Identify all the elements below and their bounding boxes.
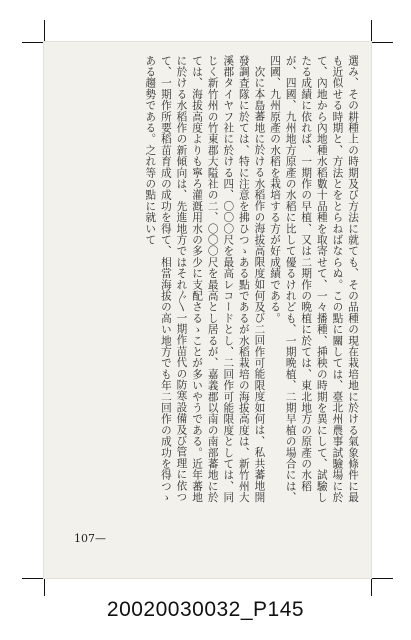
paragraph-1: 選み、その耕種上の時期及び方法に就ても、その品種の現在栽培地に於ける氣象條件に最も近似せる時期と、方法とをとらねばならぬ。この點に關しては、臺北州農事試驗場に於て、內地から內地種水稻數十品種を取寄せて、一々播種、挿秧の時期を異にして、試驗したる成績に依れば、一期作の早植、又は二期作の晩植に於ては、東北地方の原產の水稻が、四國、九州地方原產の水稻に比して優るけれども、一期晩植、二期早植の場合には、四國、九州原產の水稻を栽培する方が好成績である。 (269, 55, 359, 503)
crop-mark-bottom-left-h (22, 578, 44, 579)
page-number: 107— (74, 532, 106, 545)
crop-mark-bottom-right-v (371, 578, 372, 596)
crop-mark-top-left-v (44, 20, 45, 42)
crop-mark-top-right-v (371, 20, 372, 42)
image-caption: 20020030032_P145 (106, 598, 305, 621)
vertical-body-text (60, 55, 360, 510)
crop-mark-top-left-h (22, 42, 44, 43)
crop-mark-bottom-left-v (44, 578, 45, 596)
paragraph-2: 次に本島蕃地に於ける水稻作の海拔高限度如何及び二回作可能限度如何は、私共蕃地開發調査隊に於ては、特に注意を拂ひつゝある點であるが水稻栽培の海拔高度は、新竹州大溪郡タイヤフ社に於ける四、〇〇〇尺を最高レコードとし、二回作可能限度としては、同じく新竹州の竹東郡大隘社の二、〇〇〇尺を最高とし居るが、嘉義郡以南の南部蕃地に於ては、海拔高度よりも寧ろ灌漑用水の多少に支配さるゝことが多いやうである。近年蕃地に於ける水稻作の新傾向は、先進地方ではそれ〴〵一期作苗代の防寒設備及び管理に依つて、一期作所要稻苗育成の成功を得て、相當海拔の高い地方でも年二回作の成功を得つゝある趨勢である。之れ等の點に就いて (144, 55, 266, 503)
crop-mark-top-right-h (371, 42, 393, 43)
crop-mark-bottom-right-h (371, 578, 393, 579)
